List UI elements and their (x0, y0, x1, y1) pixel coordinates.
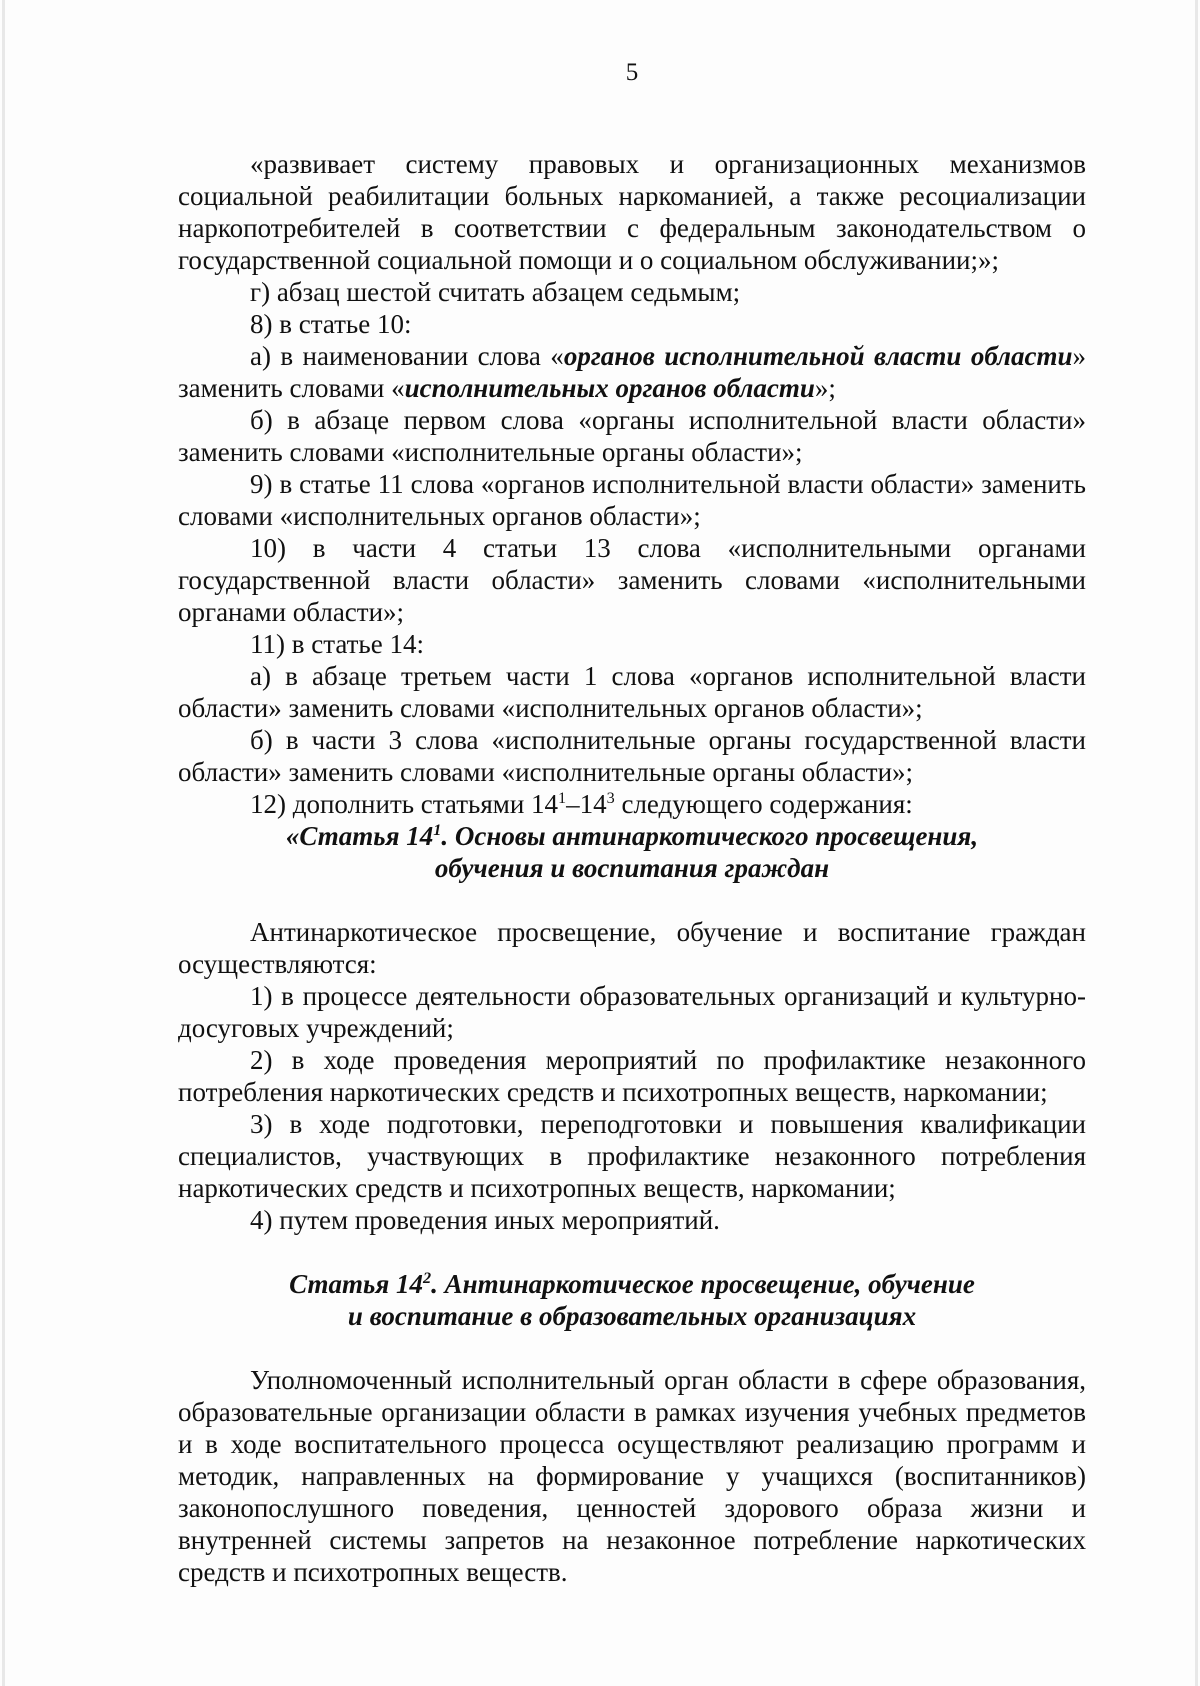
paragraph-8b: б) в абзаце первом слова «органы исполнительной власти области» заменить словами «исполнительные органы области»; (178, 405, 1086, 467)
heading-text: . Антинаркотическое просвещение, обучение (431, 1269, 975, 1299)
text-segment: –14 (566, 789, 607, 819)
emphasized-text: органов исполнительной власти области (563, 341, 1073, 371)
article-14-2-body: Уполномоченный исполнительный орган области в сфере образования, образовательные организации области в рамках изучения учебных предметов и в ходе воспитательного процесса осуществляют реализацию программ и методик, направленных на формирование у учащихся (воспитанников) законопослушного поведения, ценностей здорового образа жизни и внутренней системы запретов на незаконное потребление наркотических средств и психотропных веществ. (178, 1365, 1086, 1587)
paragraph-amendment-text: «развивает систему правовых и организационных механизмов социальной реабилитации больных наркоманией, а также ресоциализации наркопотребителей в соответствии с федеральным законодательством о государственной социальной помощи и о социальном обслуживании;»; (178, 149, 1086, 275)
article-14-1-item: 2) в ходе проведения мероприятий по профилактике незаконного потребления наркотических средств и психотропных веществ, наркомании; (178, 1045, 1086, 1107)
page-number: 5 (625, 59, 639, 86)
superscript: 3 (606, 789, 615, 807)
paragraph-item-12 (178, 788, 1086, 820)
article-14-1-item: 4) путем проведения иных мероприятий. (250, 1205, 720, 1235)
superscript: 1 (558, 789, 567, 807)
document-body (178, 148, 1086, 1588)
superscript: 1 (433, 821, 442, 839)
article-14-1-heading-line2: обучения и воспитания граждан (434, 853, 830, 883)
paragraph-g: г) абзац шестой считать абзацем седьмым; (250, 277, 741, 307)
article-14-1-item: 1) в процессе деятельности образовательных организаций и культурно-досуговых учреждений; (178, 981, 1086, 1043)
heading-text: . Основы антинаркотического просвещения, (441, 821, 979, 851)
paragraph-11a: а) в абзаце третьем части 1 слова «органов исполнительной власти области» заменить словами «исполнительных органов области»; (178, 661, 1086, 723)
scan-edge-left (2, 0, 5, 1686)
text-segment: следующего содержания: (614, 789, 913, 819)
heading-text: Статья 14 (289, 1269, 423, 1299)
paragraph-item-11: 11) в статье 14: (250, 629, 424, 659)
text-segment: 12) дополнить статьями 14 (250, 789, 559, 819)
article-14-1-item: 3) в ходе подготовки, переподготовки и повышения квалификации специалистов, участвующих в профилактике незаконного потребления наркотических средств и психотропных веществ, наркомании; (178, 1109, 1086, 1203)
article-14-2-heading-line2: и воспитание в образовательных организациях (347, 1301, 917, 1331)
article-14-1-intro: Антинаркотическое просвещение, обучение и воспитание граждан осуществляются: (178, 917, 1086, 979)
heading-text: «Статья 14 (285, 821, 434, 851)
text-segment: а) в наименовании слова « (250, 341, 564, 371)
paragraph-item-9: 9) в статье 11 слова «органов исполнительной власти области» заменить словами «исполнительных органов области»; (178, 469, 1086, 531)
text-segment: »; (814, 373, 836, 403)
paragraph-item-8: 8) в статье 10: (250, 309, 412, 339)
superscript: 2 (423, 1269, 432, 1287)
paragraph-item-10: 10) в части 4 статьи 13 слова «исполнительными органами государственной власти области» заменить словами «исполнительными органами области»; (178, 533, 1086, 627)
article-14-1-heading (178, 820, 1086, 852)
paragraph-11b: б) в части 3 слова «исполнительные органы государственной власти области» заменить словами «исполнительные органы области»; (178, 725, 1086, 787)
text-segment: » заменить словами « (178, 341, 1086, 403)
emphasized-text: исполнительных органов области (404, 373, 815, 403)
paragraph-8a (178, 340, 1086, 404)
article-14-2-heading (178, 1268, 1086, 1300)
scan-edge-right (1195, 0, 1198, 1686)
